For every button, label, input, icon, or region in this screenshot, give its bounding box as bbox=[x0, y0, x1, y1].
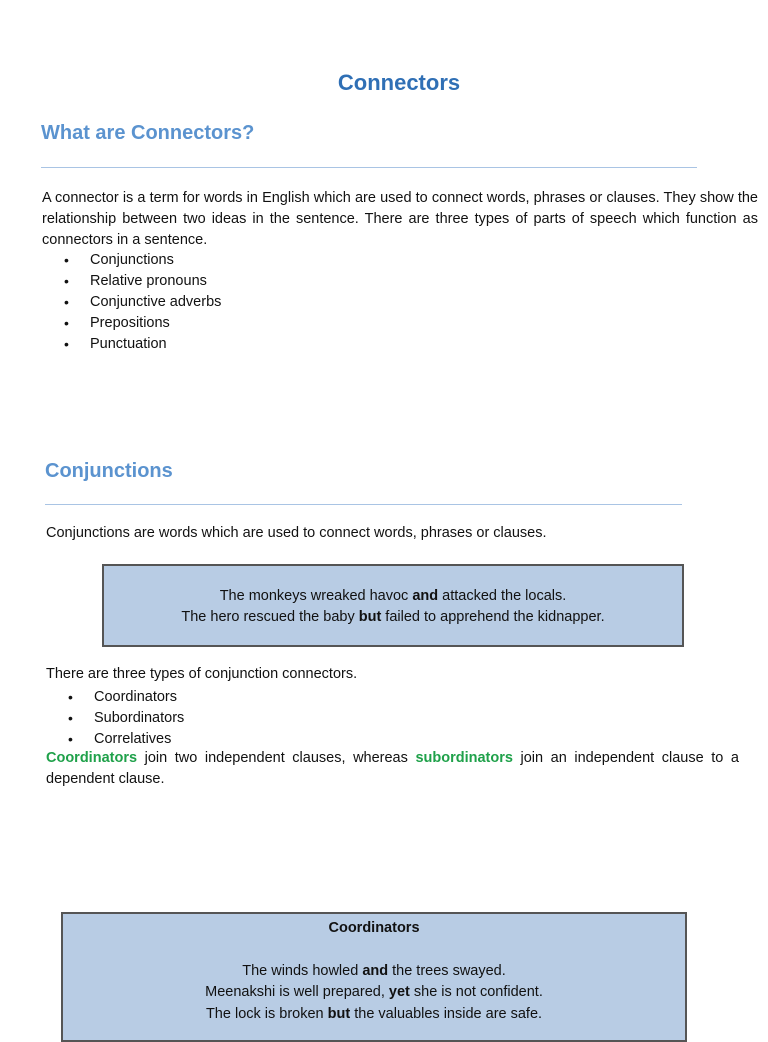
section-divider bbox=[41, 167, 697, 168]
list-item: • Correlatives bbox=[46, 729, 184, 750]
list-item: • Coordinators bbox=[46, 687, 184, 708]
conjunctions-intro: Conjunctions are words which are used to connect words, phrases or clauses. bbox=[46, 525, 547, 541]
list-item: • Punctuation bbox=[42, 334, 221, 355]
list-item: • Conjunctions bbox=[42, 250, 221, 271]
list-item: • Subordinators bbox=[46, 708, 184, 729]
list-item: • Prepositions bbox=[42, 313, 221, 334]
list-item: • Conjunctive adverbs bbox=[42, 292, 221, 313]
coordinators-explanation: Coordinators join two independent clauses, whereas subordinators join an independent clause to a dependent clause. bbox=[46, 750, 739, 787]
example-sentence: The monkeys wreaked havoc and attacked the locals. bbox=[219, 588, 567, 604]
highlighted-term: subordinators bbox=[415, 750, 513, 766]
conjunction-types-intro: There are three types of conjunction connectors. bbox=[46, 666, 358, 682]
example-sentence: The hero rescued the baby but failed to apprehend the kidnapper. bbox=[181, 609, 605, 625]
list-item: • Relative pronouns bbox=[42, 271, 221, 292]
document-title: Connectors bbox=[337, 70, 461, 95]
example-sentence: The winds howled and the trees swayed. bbox=[242, 962, 506, 979]
section-divider bbox=[45, 504, 682, 505]
conjunction-example-box bbox=[102, 564, 684, 647]
conjunction-types-list bbox=[46, 687, 184, 750]
example-sentence: Meenakshi is well prepared, yet she is not confident. bbox=[205, 984, 543, 1000]
connectors-definition-paragraph: A connector is a term for words in English which are used to connect words, phrases or clauses. They show the relationship between two ideas in the sentence. There are three types of parts of speech which function as connectors in a sentence. bbox=[42, 190, 758, 248]
section-heading-conjunctions: Conjunctions bbox=[45, 460, 173, 482]
connector-types-list bbox=[42, 250, 221, 355]
example-sentence: The lock is broken but the valuables inside are safe. bbox=[205, 1005, 543, 1022]
highlighted-term: Coordinators bbox=[46, 750, 138, 766]
box-title: Coordinators bbox=[328, 920, 420, 936]
section-heading-what-are-connectors: What are Connectors? bbox=[41, 122, 255, 144]
coordinators-box bbox=[61, 912, 687, 1042]
